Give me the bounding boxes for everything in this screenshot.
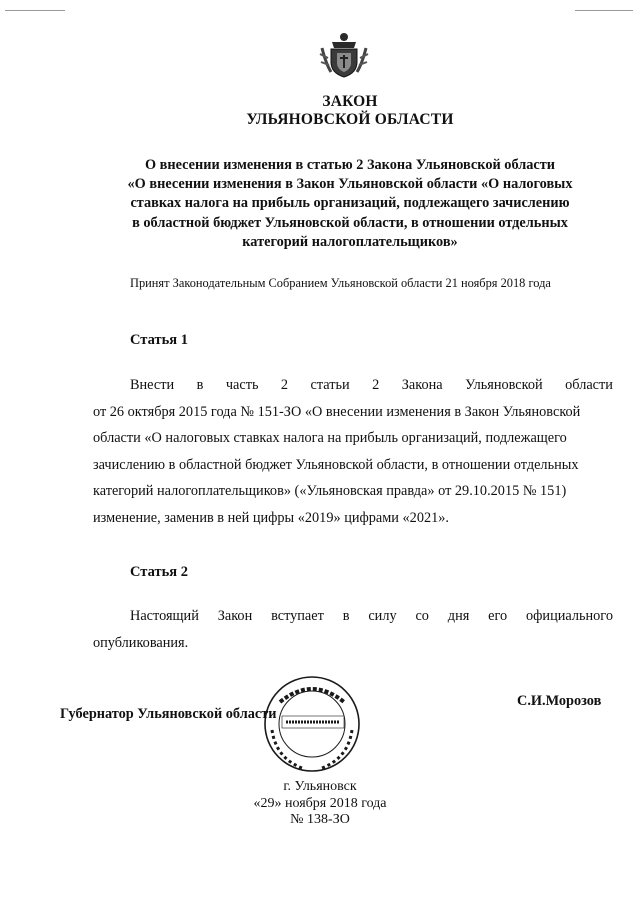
subject-line: О внесении изменения в статью 2 Закона Ульяновской области [144,157,556,173]
place-of-signing: г. Ульяновск [283,779,357,794]
scan-edge-marks [0,0,640,14]
article-1-heading: Статья 1 [130,332,188,348]
article-1-line: зачислению в областной бюджет Ульяновской области, в отношении отдельных [93,456,579,473]
adoption-note: Принят Законодательным Собранием Ульяновской области 21 ноября 2018 года [130,276,551,290]
article-2-line: опубликования. [93,634,189,651]
signatory-title: Губернатор Ульяновской области [60,706,277,722]
coat-of-arms-icon [318,28,370,80]
subject-line: категорий налогоплательщиков» [242,233,458,250]
article-2-first-line: Настоящий Закон вступает в силу со дня его официального [130,608,613,624]
signatory-name: С.И.Морозов [517,693,602,709]
article-1-line: изменение, заменив в ней цифры «2019» цифрами «2021». [93,509,449,526]
signing-date: «29» ноября 2018 года [253,796,387,811]
law-number: № 138-ЗО [290,812,350,827]
article-1-first-line: Внести в часть 2 статьи 2 Закона Ульяновской области [130,377,613,393]
article-2-heading: Статья 2 [130,564,188,580]
law-subject [105,156,595,252]
article-1-text [93,372,613,532]
subject-line: ставках налога на прибыль организаций, подлежащего зачислению [130,195,570,212]
official-stamp [262,672,362,776]
law-region: УЛЬЯНОВСКОЙ ОБЛАСТИ [246,111,454,128]
subject-line: «О внесении изменения в Закон Ульяновской области «О налоговых [127,176,573,193]
law-title: ЗАКОН [322,93,378,110]
article-1-line: области «О налоговых ставках налога на прибыль организаций, подлежащего [93,430,567,447]
article-2-text [93,603,613,656]
article-1-line: от 26 октября 2015 года № 151-ЗО «О внесении изменения в Закон Ульяновской [93,403,581,420]
article-1-line: категорий налогоплательщиков» («Ульяновская правда» от 29.10.2015 № 151) [93,483,567,500]
subject-line: в областной бюджет Ульяновской области, в отношении отдельных [132,214,568,231]
